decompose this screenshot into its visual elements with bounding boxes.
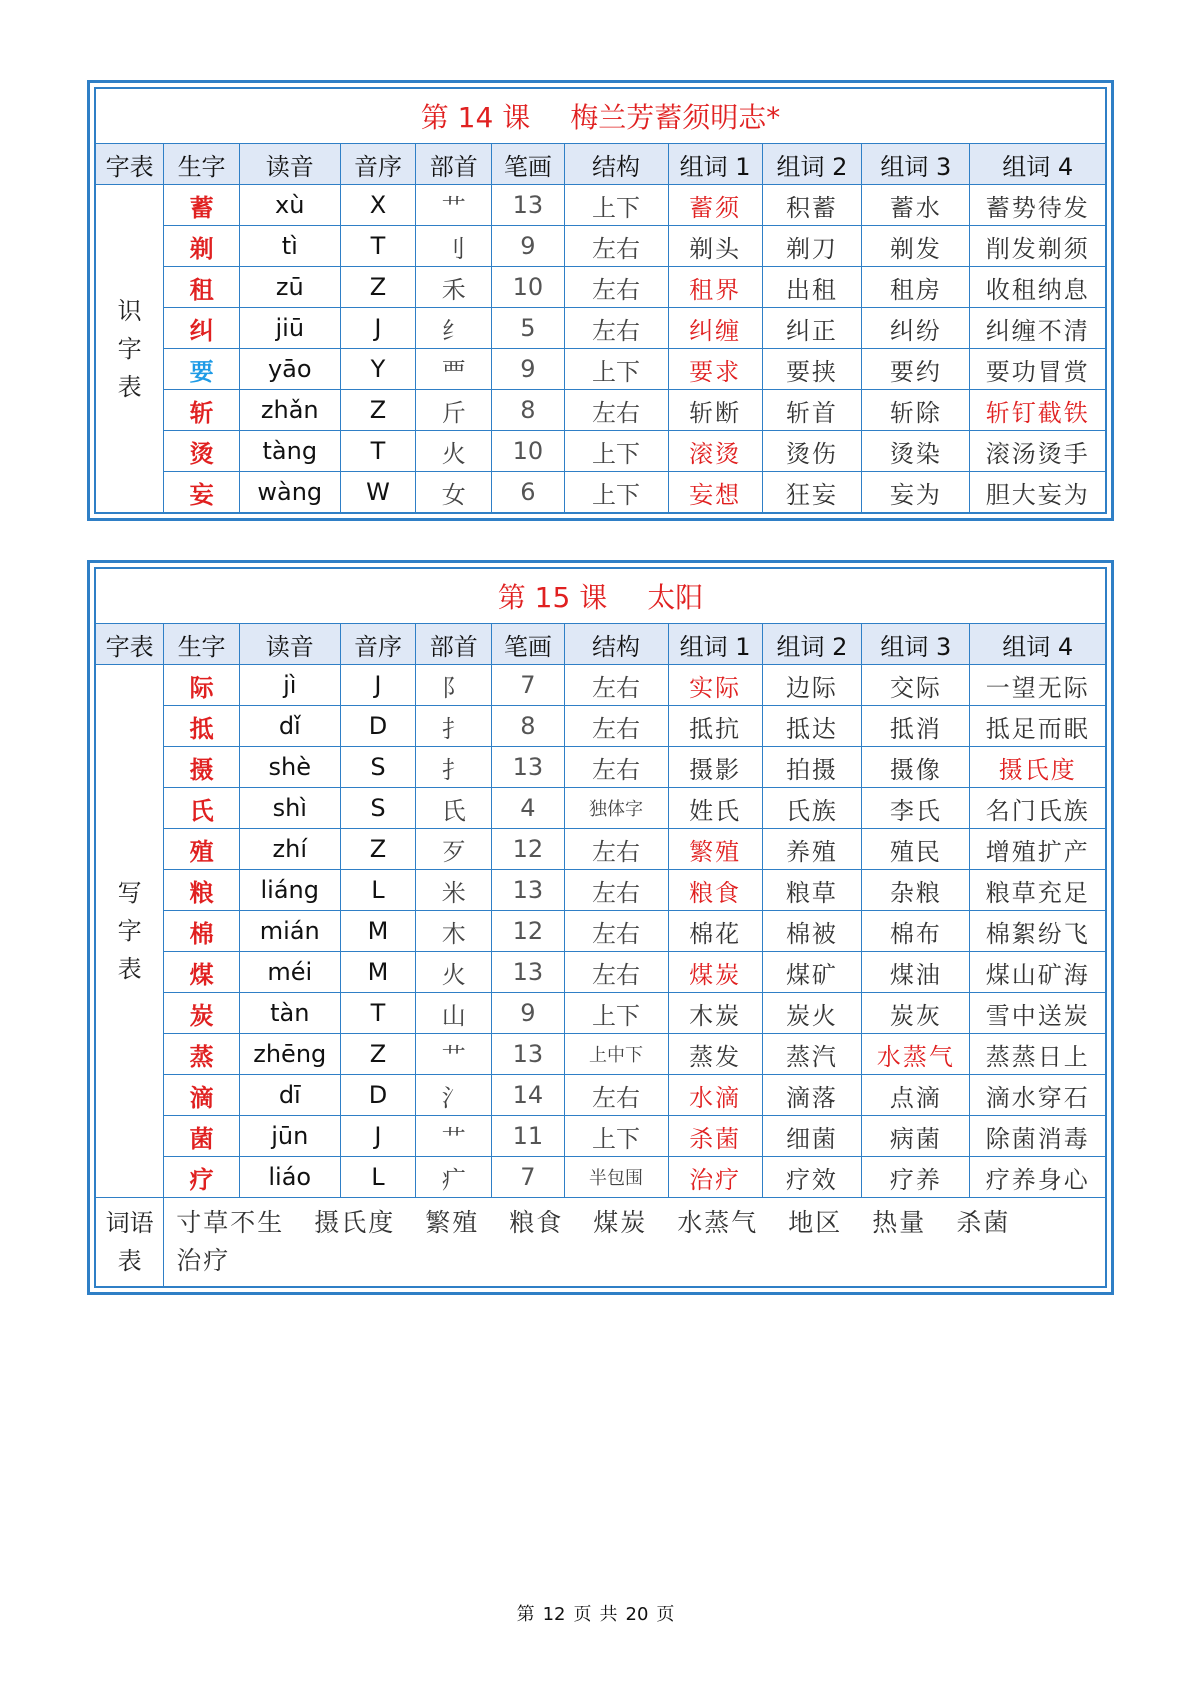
cell-n: 10: [492, 431, 565, 472]
cell-w3: 点滴: [862, 1075, 970, 1116]
table-row: [96, 1075, 1106, 1116]
text: 煤炭: [593, 1208, 648, 1237]
cell-rad: 阝: [416, 665, 492, 706]
cell-py: shè: [239, 747, 340, 788]
cell-rad: 艹: [416, 1116, 492, 1157]
vocab-row: [96, 1198, 1106, 1287]
cell-py: xù: [239, 185, 340, 226]
text: 第 14 课: [420, 101, 531, 134]
cell-py: liáo: [239, 1157, 340, 1198]
cell-st: 左右: [564, 829, 668, 870]
table-row: [96, 1116, 1106, 1157]
cell-rad: 扌: [416, 747, 492, 788]
cell-7: 组词 1: [668, 624, 762, 665]
cell-w4: 增殖扩产: [970, 829, 1106, 870]
cell-w3: 蓄水: [862, 185, 970, 226]
cell-char: 际: [164, 665, 240, 706]
cell-st: 上下: [564, 1116, 668, 1157]
cell-char: 烫: [164, 431, 240, 472]
cell-w2: 斩首: [762, 390, 862, 431]
cell-ab: S: [340, 747, 416, 788]
cell-0: 字表: [96, 624, 164, 665]
cell-w3: 疗养: [862, 1157, 970, 1198]
cell-w2: 滴落: [762, 1075, 862, 1116]
cell-w3: 水蒸气: [862, 1034, 970, 1075]
cell-py: zhēng: [239, 1034, 340, 1075]
cell-w4: 收租纳息: [970, 267, 1106, 308]
cell-char: 蒸: [164, 1034, 240, 1075]
cell-n: 11: [492, 1116, 565, 1157]
cell-py: shì: [239, 788, 340, 829]
cell-char: 蓄: [164, 185, 240, 226]
cell-st: 左右: [564, 308, 668, 349]
cell-w2: 出租: [762, 267, 862, 308]
cell-st: 上下: [564, 472, 668, 513]
cell-5: 笔画: [492, 144, 565, 185]
side-label: [96, 665, 164, 1198]
text: 写字表: [117, 879, 142, 983]
cell-6: 结构: [564, 144, 668, 185]
cell-st: 上下: [564, 431, 668, 472]
cell-w1: 棉花: [668, 911, 762, 952]
cell-char: 殖: [164, 829, 240, 870]
text: 词语表: [105, 1209, 154, 1275]
cell-rad: 木: [416, 911, 492, 952]
page-footer: [0, 1600, 1191, 1626]
table-row: [96, 349, 1106, 390]
cell-py: wàng: [239, 472, 340, 513]
cell-ab: X: [340, 185, 416, 226]
table-row: [96, 993, 1106, 1034]
cell-py: jūn: [239, 1116, 340, 1157]
cell-n: 8: [492, 390, 565, 431]
cell-ab: Z: [340, 1034, 416, 1075]
cell-char: 氏: [164, 788, 240, 829]
cell-w1: 租界: [668, 267, 762, 308]
cell-w3: 棉布: [862, 911, 970, 952]
cell-ab: L: [340, 1157, 416, 1198]
cell-rad: 山: [416, 993, 492, 1034]
cell-py: méi: [239, 952, 340, 993]
cell-rad: 氵: [416, 1075, 492, 1116]
cell-char: 租: [164, 267, 240, 308]
text: 页: [573, 1604, 592, 1625]
text: 摄氏度: [314, 1208, 396, 1237]
cell-rad: 疒: [416, 1157, 492, 1198]
cell-n: 10: [492, 267, 565, 308]
cell-4: 部首: [416, 144, 492, 185]
cell-4: 部首: [416, 624, 492, 665]
cell-w1: 抵抗: [668, 706, 762, 747]
text: 共: [599, 1604, 618, 1625]
cell-n: 13: [492, 747, 565, 788]
cell-char: 滴: [164, 1075, 240, 1116]
cell-py: yāo: [239, 349, 340, 390]
cell-char: 菌: [164, 1116, 240, 1157]
cell-n: 14: [492, 1075, 565, 1116]
cell-char: 斩: [164, 390, 240, 431]
cell-w3: 病菌: [862, 1116, 970, 1157]
cell-w1: 斩断: [668, 390, 762, 431]
cell-py: zhǎn: [239, 390, 340, 431]
cell-rad: 艹: [416, 185, 492, 226]
vocab-list: [164, 1198, 1106, 1287]
cell-n: 12: [492, 829, 565, 870]
cell-w3: 妄为: [862, 472, 970, 513]
cell-0: 字表: [96, 144, 164, 185]
cell-w2: 纠正: [762, 308, 862, 349]
table-header: [96, 144, 1106, 185]
cell-ab: T: [340, 993, 416, 1034]
cell-w1: 剃头: [668, 226, 762, 267]
cell-rad: 歹: [416, 829, 492, 870]
side-label: [96, 185, 164, 513]
cell-py: dǐ: [239, 706, 340, 747]
cell-n: 7: [492, 1157, 565, 1198]
cell-n: 13: [492, 870, 565, 911]
cell-st: 上下: [564, 349, 668, 390]
cell-9: 组词 3: [862, 144, 970, 185]
cell-w1: 实际: [668, 665, 762, 706]
cell-st: 半包围: [564, 1157, 668, 1198]
cell-char: 疗: [164, 1157, 240, 1198]
cell-3: 音序: [340, 144, 416, 185]
cell-w1: 蓄须: [668, 185, 762, 226]
cell-w1: 滚烫: [668, 431, 762, 472]
cell-w2: 细菌: [762, 1116, 862, 1157]
cell-n: 5: [492, 308, 565, 349]
cell-w4: 棉絮纷飞: [970, 911, 1106, 952]
cell-st: 上中下: [564, 1034, 668, 1075]
cell-w4: 摄氏度: [970, 747, 1106, 788]
lesson-15-card: [87, 560, 1114, 1295]
cell-10: 组词 4: [970, 624, 1106, 665]
cell-py: liáng: [239, 870, 340, 911]
cell-w3: 烫染: [862, 431, 970, 472]
cell-st: 左右: [564, 665, 668, 706]
cell-n: 13: [492, 1034, 565, 1075]
cell-w4: 疗养身心: [970, 1157, 1106, 1198]
cell-ab: Z: [340, 390, 416, 431]
cell-w2: 边际: [762, 665, 862, 706]
table-row: [96, 431, 1106, 472]
cell-n: 9: [492, 993, 565, 1034]
cell-ab: W: [340, 472, 416, 513]
cell-w2: 粮草: [762, 870, 862, 911]
cell-w4: 蓄势待发: [970, 185, 1106, 226]
cell-rad: 艹: [416, 1034, 492, 1075]
cell-w2: 抵达: [762, 706, 862, 747]
cell-ab: T: [340, 431, 416, 472]
cell-py: mián: [239, 911, 340, 952]
cell-n: 13: [492, 952, 565, 993]
text: 梅兰芳蓄须明志*: [570, 101, 781, 134]
cell-rad: 刂: [416, 226, 492, 267]
cell-char: 要: [164, 349, 240, 390]
table-row: [96, 390, 1106, 431]
cell-w3: 杂粮: [862, 870, 970, 911]
cell-n: 12: [492, 911, 565, 952]
text: 第: [516, 1604, 535, 1625]
cell-1: 生字: [164, 144, 240, 185]
text: 寸草不生: [176, 1208, 285, 1237]
cell-char: 妄: [164, 472, 240, 513]
cell-w4: 粮草充足: [970, 870, 1106, 911]
cell-py: jiū: [239, 308, 340, 349]
cell-ab: T: [340, 226, 416, 267]
cell-w2: 蒸汽: [762, 1034, 862, 1075]
cell-w1: 木炭: [668, 993, 762, 1034]
cell-ab: D: [340, 1075, 416, 1116]
cell-st: 左右: [564, 1075, 668, 1116]
cell-w3: 李氏: [862, 788, 970, 829]
cell-w1: 杀菌: [668, 1116, 762, 1157]
cell-n: 6: [492, 472, 565, 513]
text: 水蒸气: [677, 1208, 759, 1237]
cell-w1: 纠缠: [668, 308, 762, 349]
cell-rad: 禾: [416, 267, 492, 308]
cell-py: tàn: [239, 993, 340, 1034]
table-row: [96, 472, 1106, 513]
cell-w3: 租房: [862, 267, 970, 308]
cell-char: 棉: [164, 911, 240, 952]
table-row: [96, 308, 1106, 349]
cell-w3: 煤油: [862, 952, 970, 993]
cell-ab: L: [340, 870, 416, 911]
cell-ab: M: [340, 911, 416, 952]
cell-char: 抵: [164, 706, 240, 747]
table-header: [96, 624, 1106, 665]
cell-w1: 繁殖: [668, 829, 762, 870]
cell-8: 组词 2: [762, 144, 862, 185]
table-row: [96, 706, 1106, 747]
text: 20: [625, 1604, 649, 1625]
cell-ab: J: [340, 1116, 416, 1157]
cell-w4: 滚汤烫手: [970, 431, 1106, 472]
cell-w2: 要挟: [762, 349, 862, 390]
cell-ab: Y: [340, 349, 416, 390]
cell-w2: 棉被: [762, 911, 862, 952]
cell-w1: 姓氏: [668, 788, 762, 829]
table-row: [96, 911, 1106, 952]
cell-char: 煤: [164, 952, 240, 993]
cell-ab: S: [340, 788, 416, 829]
cell-9: 组词 3: [862, 624, 970, 665]
cell-py: tì: [239, 226, 340, 267]
text: 繁殖: [425, 1208, 480, 1237]
cell-st: 上下: [564, 185, 668, 226]
cell-n: 8: [492, 706, 565, 747]
cell-ab: D: [340, 706, 416, 747]
cell-rad: 覀: [416, 349, 492, 390]
cell-n: 13: [492, 185, 565, 226]
cell-w3: 交际: [862, 665, 970, 706]
cell-w4: 斩钉截铁: [970, 390, 1106, 431]
table-row: [96, 1157, 1106, 1198]
lesson-14-title: [96, 89, 1106, 144]
cell-rad: 火: [416, 431, 492, 472]
cell-w1: 治疗: [668, 1157, 762, 1198]
table-row: [96, 829, 1106, 870]
cell-char: 摄: [164, 747, 240, 788]
cell-w3: 炭灰: [862, 993, 970, 1034]
table-row: [96, 665, 1106, 706]
cell-7: 组词 1: [668, 144, 762, 185]
cell-w4: 要功冒赏: [970, 349, 1106, 390]
cell-w4: 煤山矿海: [970, 952, 1106, 993]
cell-2: 读音: [239, 624, 340, 665]
cell-ab: J: [340, 308, 416, 349]
cell-w2: 拍摄: [762, 747, 862, 788]
cell-w2: 煤矿: [762, 952, 862, 993]
cell-w1: 蒸发: [668, 1034, 762, 1075]
cell-py: zū: [239, 267, 340, 308]
text: 粮食: [509, 1208, 564, 1237]
cell-st: 独体字: [564, 788, 668, 829]
cell-char: 纠: [164, 308, 240, 349]
cell-w2: 养殖: [762, 829, 862, 870]
cell-w3: 剃发: [862, 226, 970, 267]
text: 治疗: [176, 1246, 231, 1275]
cell-10: 组词 4: [970, 144, 1106, 185]
cell-py: jì: [239, 665, 340, 706]
table-row: [96, 952, 1106, 993]
vocab-label: [96, 1198, 164, 1287]
cell-w4: 胆大妄为: [970, 472, 1106, 513]
cell-8: 组词 2: [762, 624, 862, 665]
cell-3: 音序: [340, 624, 416, 665]
cell-st: 左右: [564, 911, 668, 952]
cell-n: 7: [492, 665, 565, 706]
table-row: [96, 226, 1106, 267]
table-row: [96, 788, 1106, 829]
cell-st: 左右: [564, 870, 668, 911]
cell-w4: 抵足而眠: [970, 706, 1106, 747]
cell-rad: 斤: [416, 390, 492, 431]
cell-w4: 滴水穿石: [970, 1075, 1106, 1116]
cell-5: 笔画: [492, 624, 565, 665]
cell-st: 左右: [564, 747, 668, 788]
cell-w3: 殖民: [862, 829, 970, 870]
text: 太阳: [647, 581, 704, 614]
lesson-14-card: [87, 80, 1114, 521]
cell-w2: 狂妄: [762, 472, 862, 513]
cell-w2: 氏族: [762, 788, 862, 829]
cell-w4: 蒸蒸日上: [970, 1034, 1106, 1075]
cell-w1: 粮食: [668, 870, 762, 911]
lesson-15-table: [95, 568, 1106, 1287]
text: 地区: [788, 1208, 843, 1237]
cell-w1: 妄想: [668, 472, 762, 513]
table-row: [96, 1034, 1106, 1075]
cell-n: 4: [492, 788, 565, 829]
cell-rad: 火: [416, 952, 492, 993]
cell-w3: 斩除: [862, 390, 970, 431]
cell-2: 读音: [239, 144, 340, 185]
cell-w1: 摄影: [668, 747, 762, 788]
table-row: [96, 185, 1106, 226]
text: 12: [542, 1604, 566, 1625]
cell-char: 剃: [164, 226, 240, 267]
cell-st: 上下: [564, 993, 668, 1034]
cell-w2: 剃刀: [762, 226, 862, 267]
cell-st: 左右: [564, 952, 668, 993]
cell-rad: 女: [416, 472, 492, 513]
table-row: [96, 870, 1106, 911]
text: 杀菌: [956, 1208, 1011, 1237]
cell-w2: 疗效: [762, 1157, 862, 1198]
cell-w4: 一望无际: [970, 665, 1106, 706]
cell-ab: Z: [340, 267, 416, 308]
cell-rad: 扌: [416, 706, 492, 747]
cell-w3: 要约: [862, 349, 970, 390]
text: 热量: [872, 1208, 927, 1237]
cell-w3: 抵消: [862, 706, 970, 747]
cell-char: 粮: [164, 870, 240, 911]
lesson-14-table: [95, 88, 1106, 513]
text: 识字表: [117, 296, 142, 401]
cell-6: 结构: [564, 624, 668, 665]
lesson-15-title: [96, 569, 1106, 624]
cell-w1: 水滴: [668, 1075, 762, 1116]
cell-ab: J: [340, 665, 416, 706]
cell-st: 左右: [564, 226, 668, 267]
cell-w4: 雪中送炭: [970, 993, 1106, 1034]
text: 页: [656, 1604, 675, 1625]
cell-rad: 氏: [416, 788, 492, 829]
cell-ab: M: [340, 952, 416, 993]
cell-st: 左右: [564, 390, 668, 431]
cell-w3: 摄像: [862, 747, 970, 788]
cell-w4: 削发剃须: [970, 226, 1106, 267]
cell-w4: 纠缠不清: [970, 308, 1106, 349]
cell-py: tàng: [239, 431, 340, 472]
cell-w2: 烫伤: [762, 431, 862, 472]
table-row: [96, 747, 1106, 788]
text: 第 15 课: [497, 581, 608, 614]
cell-w4: 除菌消毒: [970, 1116, 1106, 1157]
cell-rad: 纟: [416, 308, 492, 349]
cell-st: 左右: [564, 267, 668, 308]
cell-char: 炭: [164, 993, 240, 1034]
cell-py: zhí: [239, 829, 340, 870]
cell-rad: 米: [416, 870, 492, 911]
table-row: [96, 267, 1106, 308]
cell-py: dī: [239, 1075, 340, 1116]
cell-n: 9: [492, 349, 565, 390]
cell-w4: 名门氏族: [970, 788, 1106, 829]
cell-w2: 炭火: [762, 993, 862, 1034]
cell-n: 9: [492, 226, 565, 267]
cell-w1: 要求: [668, 349, 762, 390]
cell-st: 左右: [564, 706, 668, 747]
cell-1: 生字: [164, 624, 240, 665]
cell-w2: 积蓄: [762, 185, 862, 226]
cell-w1: 煤炭: [668, 952, 762, 993]
cell-ab: Z: [340, 829, 416, 870]
cell-w3: 纠纷: [862, 308, 970, 349]
